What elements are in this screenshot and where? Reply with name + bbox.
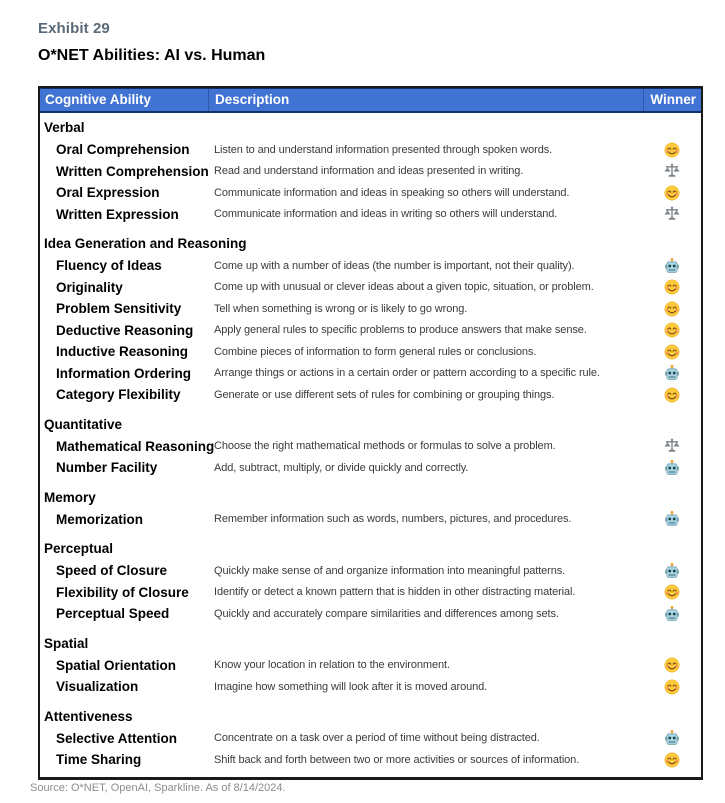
ability-name: Memorization (56, 511, 144, 527)
ability-description: Communicate information and ideas in speaking so others will understand. (214, 186, 570, 199)
ability-name: Oral Comprehension (56, 142, 190, 158)
winner-cell (643, 438, 701, 454)
ability-description: Choose the right mathematical methods or formulas to solve a problem. (214, 440, 556, 453)
ability-description: Communicate information and ideas in writing so others will understand. (214, 208, 558, 221)
scales-icon (664, 163, 680, 179)
ability-name: Fluency of Ideas (56, 258, 162, 274)
ability-name: Deductive Reasoning (56, 322, 194, 338)
ability-section (40, 233, 701, 406)
winner-cell (643, 258, 701, 274)
ability-description: Identify or detect a known pattern that is hidden in other distracting material. (214, 586, 576, 599)
winner-cell (643, 460, 701, 476)
scales-icon (664, 438, 680, 454)
table-row (40, 457, 701, 479)
table-body (40, 113, 701, 777)
ability-section (40, 633, 701, 698)
ability-name: Written Comprehension (56, 163, 209, 179)
winner-cell (643, 387, 701, 403)
table-row (40, 320, 701, 342)
table-row (40, 655, 701, 677)
ability-name: Information Ordering (56, 365, 191, 381)
ability-name: Category Flexibility (56, 387, 181, 403)
smiley-icon (664, 387, 680, 403)
robot-icon (664, 460, 680, 476)
robot-icon (664, 563, 680, 579)
ability-name: Spatial Orientation (56, 657, 177, 673)
ability-description: Listen to and understand information presented through spoken words. (214, 143, 553, 156)
ability-name: Visualization (56, 679, 139, 695)
table-row (40, 582, 701, 604)
winner-cell (643, 322, 701, 338)
smiley-icon (664, 185, 680, 201)
ability-name: Selective Attention (56, 730, 178, 746)
winner-cell (643, 657, 701, 673)
ability-description: Quickly make sense of and organize information into meaningful patterns. (214, 564, 566, 577)
category-row: Quantitative (44, 416, 123, 432)
ability-description: Imagine how something will look after it is moved around. (214, 680, 488, 693)
smiley-icon (664, 279, 680, 295)
exhibit-label: Exhibit 29 (38, 20, 110, 37)
winner-cell (643, 730, 701, 746)
table-row (40, 277, 701, 299)
column-header-winner: Winner (643, 89, 701, 111)
winner-cell (643, 301, 701, 317)
category-row: Perceptual (44, 541, 114, 556)
table-row (40, 436, 701, 458)
ability-description: Concentrate on a task over a period of time without being distracted. (214, 732, 540, 745)
ability-name: Originality (56, 279, 123, 295)
category-row: Attentiveness (44, 708, 133, 724)
table-row (40, 363, 701, 385)
table-row (40, 161, 701, 183)
ability-description: Remember information such as words, numbers, pictures, and procedures. (214, 513, 572, 526)
ability-description: Arrange things or actions in a certain order or pattern according to a specific rule. (214, 367, 600, 380)
winner-cell (643, 563, 701, 579)
ability-description: Shift back and forth between two or more activities or sources of information. (214, 753, 580, 766)
category-row: Verbal (44, 120, 85, 135)
table-row (40, 384, 701, 406)
smiley-icon (664, 679, 680, 695)
column-header-cognitive-ability: Cognitive Ability (45, 92, 152, 107)
ability-section (40, 487, 701, 531)
ability-description: Generate or use different sets of rules for combining or grouping things. (214, 388, 555, 401)
smiley-icon (664, 142, 680, 158)
ability-section (40, 414, 701, 479)
category-row: Idea Generation and Reasoning (44, 236, 247, 251)
table-row (40, 560, 701, 582)
winner-cell (643, 606, 701, 622)
smiley-icon (664, 322, 680, 338)
table-row (40, 298, 701, 320)
table-row (40, 255, 701, 277)
table-row (40, 182, 701, 204)
ability-description: Quickly and accurately compare similarities and differences among sets. (214, 607, 559, 620)
winner-cell (643, 142, 701, 158)
robot-icon (664, 730, 680, 746)
winner-cell (643, 752, 701, 768)
column-header-description: Description (208, 89, 643, 111)
robot-icon (664, 365, 680, 381)
table-row (40, 676, 701, 698)
page-title: O*NET Abilities: AI vs. Human (38, 47, 266, 64)
ability-name: Mathematical Reasoning (56, 438, 215, 454)
table-header-row (40, 88, 701, 113)
robot-icon (664, 606, 680, 622)
ability-description: Know your location in relation to the environment. (214, 659, 450, 672)
ability-section (40, 706, 701, 771)
winner-cell (643, 679, 701, 695)
ability-name: Written Expression (56, 206, 179, 222)
ability-section (40, 117, 701, 225)
abilities-table (38, 86, 703, 780)
ability-name: Number Facility (56, 460, 158, 476)
ability-section (40, 538, 701, 625)
ability-description: Apply general rules to specific problems to produce answers that make sense. (214, 324, 587, 337)
table-row (40, 509, 701, 531)
category-row: Spatial (44, 635, 89, 651)
ability-name: Oral Expression (56, 185, 160, 201)
winner-cell (643, 206, 701, 222)
winner-cell (643, 185, 701, 201)
winner-cell (643, 511, 701, 527)
winner-cell (643, 344, 701, 360)
ability-description: Tell when something is wrong or is likely to go wrong. (214, 302, 468, 315)
winner-cell (643, 584, 701, 600)
smiley-icon (664, 584, 680, 600)
table-row (40, 341, 701, 363)
ability-name: Perceptual Speed (56, 606, 170, 622)
ability-description: Add, subtract, multiply, or divide quickly and correctly. (214, 461, 469, 474)
ability-name: Time Sharing (56, 752, 142, 768)
table-row (40, 749, 701, 771)
ability-description: Combine pieces of information to form general rules or conclusions. (214, 345, 537, 358)
scales-icon (664, 206, 680, 222)
winner-cell (643, 365, 701, 381)
ability-name: Speed of Closure (56, 563, 168, 579)
smiley-icon (664, 344, 680, 360)
table-row (40, 139, 701, 161)
table-row (40, 603, 701, 625)
source-note: Source: O*NET, OpenAI, Sparkline. As of 8/14/2024. (30, 782, 286, 794)
ability-description: Read and understand information and ideas presented in writing. (214, 165, 524, 178)
smiley-icon (664, 301, 680, 317)
winner-cell (643, 279, 701, 295)
robot-icon (664, 511, 680, 527)
smiley-icon (664, 657, 680, 673)
table-row (40, 204, 701, 226)
ability-name: Inductive Reasoning (56, 344, 189, 360)
category-row: Memory (44, 489, 96, 505)
smiley-icon (664, 752, 680, 768)
winner-cell (643, 163, 701, 179)
ability-description: Come up with a number of ideas (the number is important, not their quality). (214, 259, 575, 272)
ability-name: Problem Sensitivity (56, 301, 182, 317)
ability-description: Come up with unusual or clever ideas about a given topic, situation, or problem. (214, 281, 594, 294)
ability-name: Flexibility of Closure (56, 584, 189, 600)
table-row (40, 728, 701, 750)
robot-icon (664, 258, 680, 274)
